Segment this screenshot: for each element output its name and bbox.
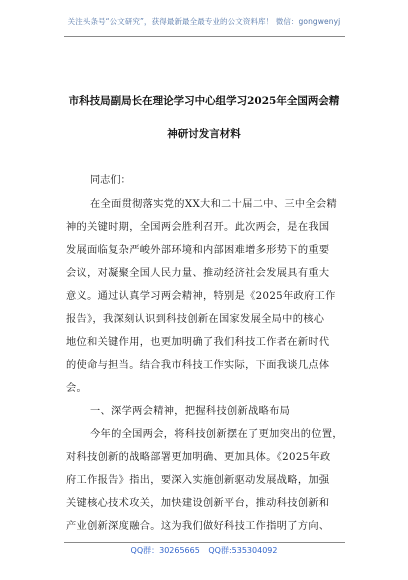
- section-heading: 一、深学两会精神，把握科技创新战略布局: [90, 406, 291, 417]
- paragraph-line: 地位和关键作用，也更加明确了我们科技工作者在新时代: [66, 337, 330, 348]
- document-title-line-2: 神研讨发言材料: [167, 128, 241, 140]
- paragraph-line: 关键核心技术攻关，加快建设创新平台，推动科技创新和: [66, 498, 330, 509]
- qq-group-1-label: QQ群：30265665: [130, 546, 200, 555]
- header-banner: 关注头条号“公文研究”，获得最新最全最专业的公文资料库！ 微信：gongwenyj: [67, 17, 341, 26]
- footer-contact: [0, 545, 408, 556]
- paragraph-line: 会。: [66, 383, 88, 394]
- header-divider: [64, 36, 345, 37]
- footer-divider: [64, 542, 345, 543]
- document-title-line-1: 市科技局副局长在理论学习中心组学习2025年全国两会精: [68, 95, 340, 107]
- paragraph-line: 意义。通过认真学习两会精神，特别是《2025年政府工作: [66, 291, 336, 302]
- paragraph-line: 报告》，我深刻认识到科技创新在国家发展全局中的核心: [66, 314, 325, 325]
- qq-group-2-label: QQ群:535304092: [208, 546, 278, 555]
- paragraph-line: 的使命与担当。结合我市科技工作实际，下面我谈几点体: [66, 360, 330, 371]
- paragraph-line: 今年的全国两会，将科技创新摆在了更加突出的位置，: [90, 429, 343, 440]
- paragraph-line: 产业创新深度融合。这为我们做好科技工作指明了方向、: [66, 521, 330, 532]
- paragraph-line: 府工作报告》指出，要深入实施创新驱动发展战略，加强: [66, 475, 330, 486]
- paragraph-line: 在全面贯彻落实党的XX大和二十届二中、三中全会精: [90, 199, 338, 210]
- paragraph-line: 发展面临复杂严峻外部环境和内部困难增多形势下的重要: [66, 245, 330, 256]
- paragraph-line: 神的关键时期，全国两会胜利召开。此次两会，是在我国: [66, 222, 330, 233]
- paragraph-line: 对科技创新的战略部署更加明确、更加具体。《2025年政: [66, 452, 331, 463]
- salutation: 同志们：: [90, 175, 131, 186]
- paragraph-line: 会议，对凝聚全国人民力量、推动经济社会发展具有重大: [66, 268, 330, 279]
